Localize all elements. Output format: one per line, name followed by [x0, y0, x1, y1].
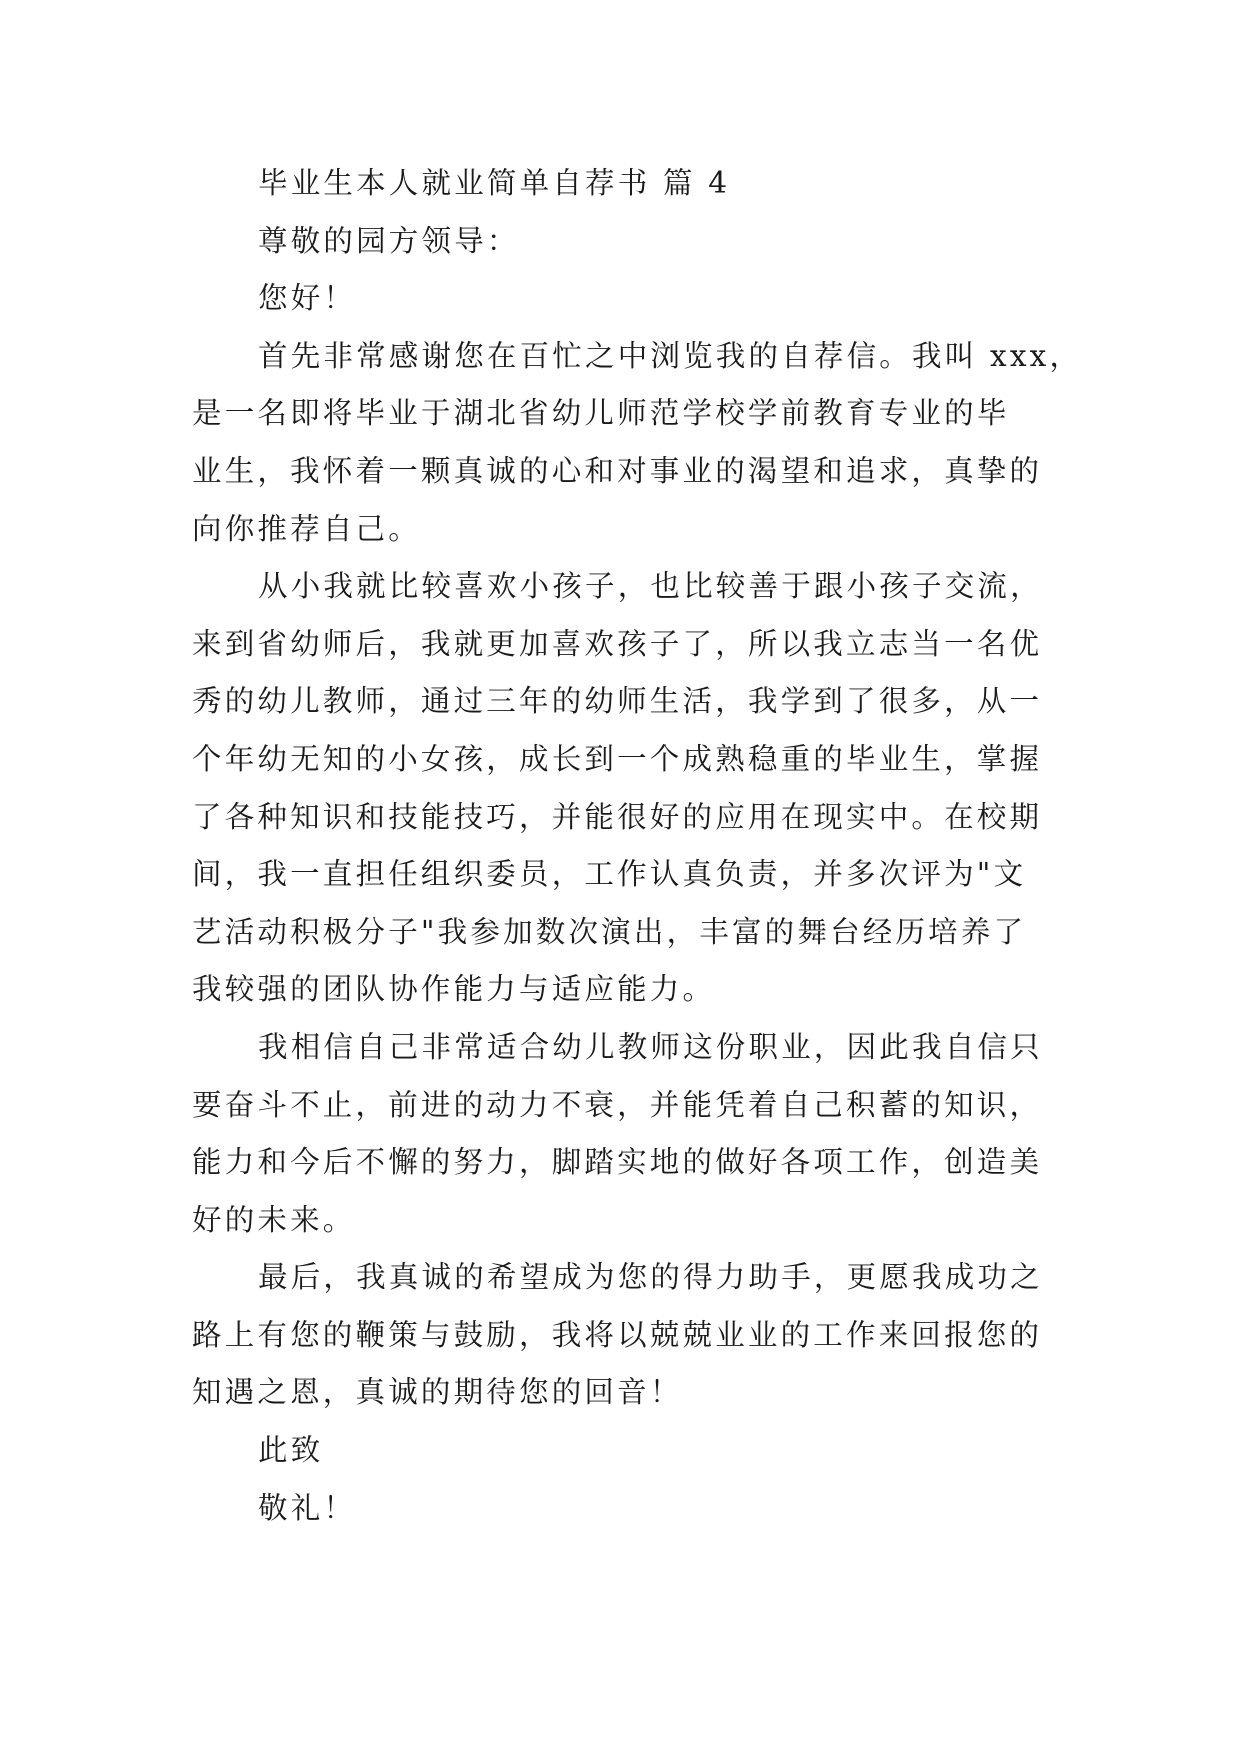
closing-salute: 敬礼！ — [258, 1490, 357, 1525]
paragraph-line: 要奋斗不止，前进的动力不衰，并能凭着自己积蓄的知识， — [192, 1087, 1043, 1122]
paragraph-experience — [192, 558, 1072, 1019]
paragraph-line: 路上有您的鞭策与鼓励，我将以兢兢业业的工作来回报您的 — [192, 1317, 1043, 1352]
paragraph-line: 来到省幼师后，我就更加喜欢孩子了，所以我立志当一名优 — [192, 626, 1043, 661]
paragraph-line: 好的未来。 — [192, 1202, 356, 1237]
paragraph-confidence — [192, 1019, 1072, 1249]
document-title: 毕业生本人就业简单自荐书 篇 4 — [258, 166, 731, 200]
paragraph-line: 我相信自己非常适合幼儿教师这份职业，因此我自信只 — [258, 1029, 1043, 1064]
paragraph-line: 从小我就比较喜欢小孩子，也比较善于跟小孩子交流， — [258, 569, 1043, 604]
paragraph-line: 了各种知识和技能技巧，并能很好的应用在现实中。在校期 — [192, 799, 1043, 834]
paragraph-line: 向你推荐自己。 — [192, 511, 421, 546]
paragraph-line: 个年幼无知的小女孩，成长到一个成熟稳重的毕业生，掌握 — [192, 741, 1043, 776]
letter-body — [192, 155, 1083, 1537]
greeting: 您好！ — [258, 281, 357, 316]
paragraph-line: 最后，我真诚的希望成为您的得力助手，更愿我成功之 — [258, 1260, 1043, 1295]
paragraph-closing — [192, 1249, 1072, 1422]
paragraph-introduction — [192, 328, 1083, 558]
paragraph-line: 知遇之恩，真诚的期待您的回音！ — [192, 1375, 683, 1410]
salutation: 尊敬的园方领导： — [258, 223, 520, 258]
paragraph-line: 首先非常感谢您在百忙之中浏览我的自荐信。我叫 xxx， — [258, 338, 1083, 373]
paragraph-line: 秀的幼儿教师，通过三年的幼师生活，我学到了很多，从一 — [192, 684, 1043, 719]
paragraph-line: 是一名即将毕业于湖北省幼儿师范学校学前教育专业的毕 — [192, 396, 1010, 431]
paragraph-line: 业生，我怀着一颗真诚的心和对事业的渴望和追求，真挚的 — [192, 453, 1043, 488]
paragraph-line: 艺活动积极分子"我参加数次演出，丰富的舞台经历培养了 — [192, 914, 1027, 949]
paragraph-line: 我较强的团队协作能力与适应能力。 — [192, 972, 716, 1007]
paragraph-line: 能力和今后不懈的努力，脚踏实地的做好各项工作，创造美 — [192, 1145, 1043, 1180]
paragraph-line: 间，我一直担任组织委员，工作认真负责，并多次评为"文 — [192, 857, 1027, 892]
closing-phrase: 此致 — [258, 1433, 324, 1468]
